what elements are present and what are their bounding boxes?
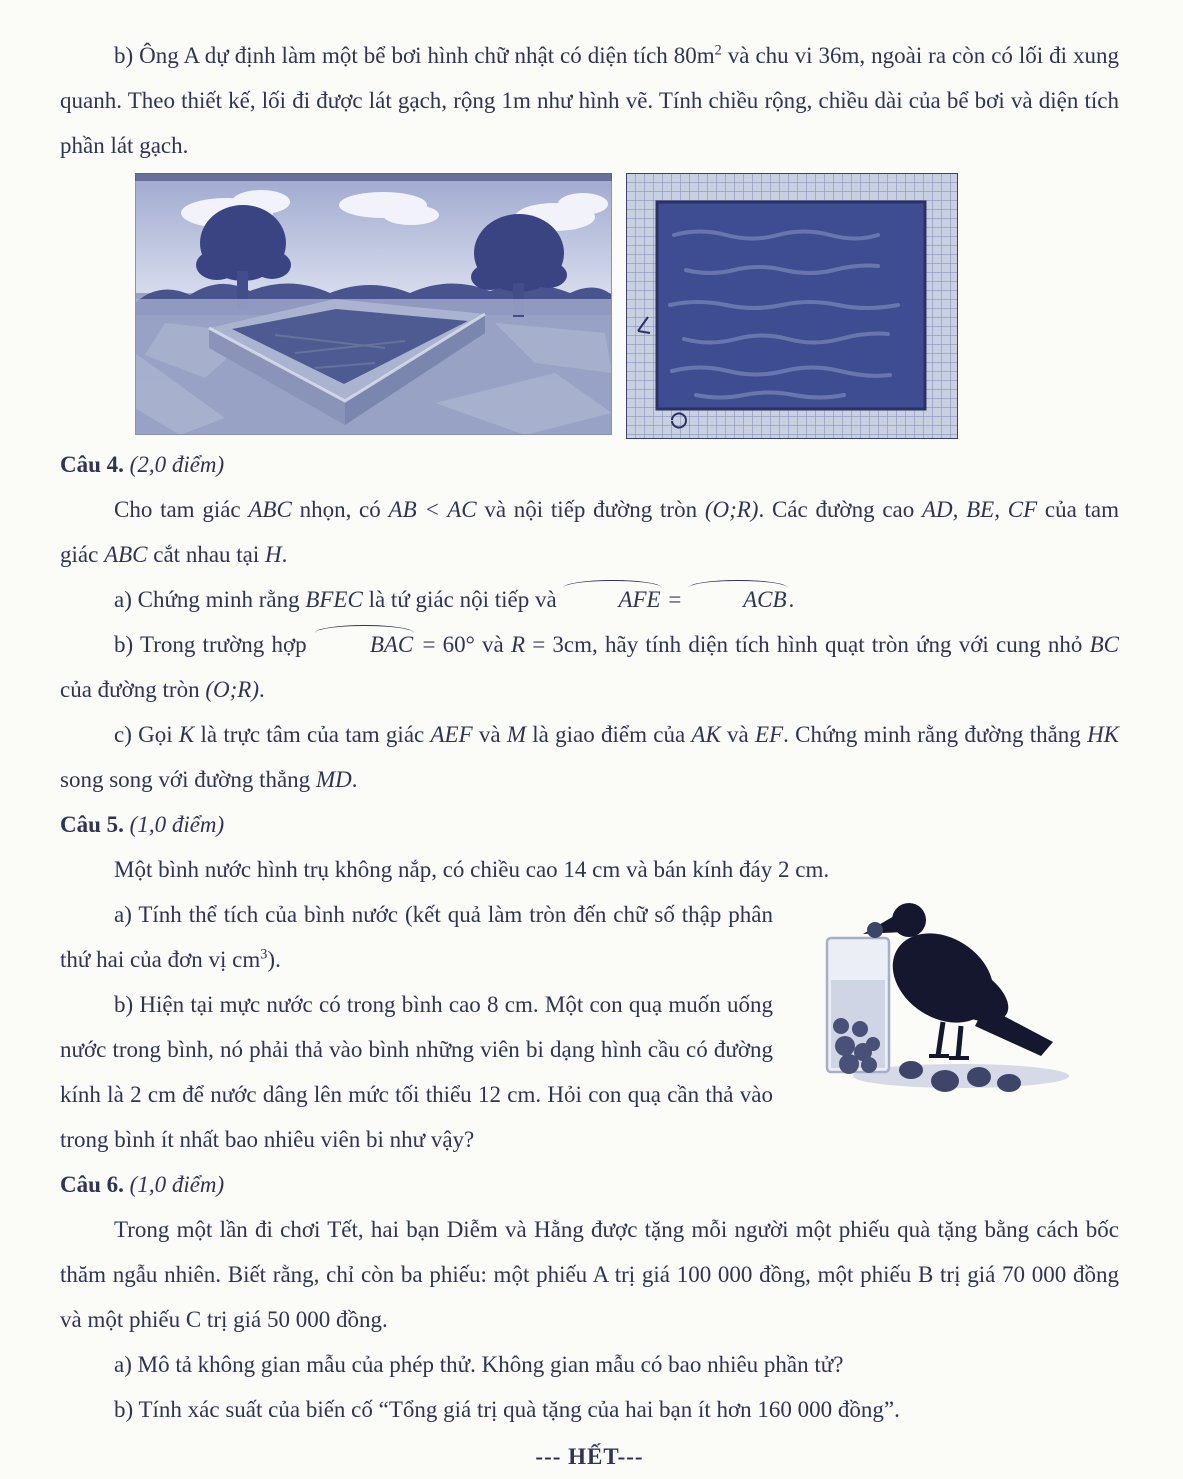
- cau6-intro: Trong một lần đi chơi Tết, hai bạn Diễm và Hằng được tặng mỗi người một phiếu quà tặng bằng cách bốc thăm ngẫu nhiên. Biết rằng, chỉ còn ba phiếu: một phiếu A trị giá 100 000 đồng, một phiếu B trị giá 70 000 đồng và một phiếu C trị giá 50 000 đồng.: [60, 1217, 1119, 1332]
- figures-row: [135, 173, 1119, 439]
- cau4-item-a: a) Chứng minh rằng BFEC là tứ giác nội tiếp và AFE = ACB.: [60, 577, 1119, 622]
- pool-scene-figure: [135, 173, 612, 435]
- question-3b-text: b) Ông A dự định làm một bể bơi hình chữ nhật có diện tích $80m^2$ và chu vi 36m, ngoài ra còn có lối đi xung quanh. Theo thiết kế, lối đi được lát gạch, rộng 1m như hình vẽ. Tính chiều rộng, chiều dài của bể bơi và diện tích phần lát gạch.: [60, 42, 1119, 158]
- pool-illustration: [135, 173, 612, 435]
- crow-figure: [789, 894, 1119, 1146]
- cau6-points: (1,0 điểm): [129, 1172, 225, 1197]
- crow-illustration: [803, 894, 1119, 1100]
- cau5-item-b: b) Hiện tại mực nước có trong bình cao 8 cm. Một con quạ muốn uống nước trong bình, nó phải thả vào bình những viên bi dạng hình cầu có đường kính là 2 cm để nước dâng lên mức tối thiểu 12 cm. Hỏi con quạ cần thả vào trong bình ít nhất bao nhiêu viên bi như vậy?: [60, 992, 773, 1152]
- cau4-label: Câu 4.: [60, 452, 124, 477]
- cau5-label: Câu 5.: [60, 812, 124, 837]
- pool-top-view-figure: [626, 173, 958, 439]
- cau4-intro: Cho tam giác ABC nhọn, có AB < AC và nội tiếp đường tròn (O;R). Các đường cao AD, BE, CF của tam giác ABC cắt nhau tại H.: [60, 497, 1120, 567]
- cau6-heading: [60, 1162, 1119, 1207]
- end-marker: --- HẾT---: [535, 1444, 644, 1469]
- cau5-item-a: a) Tính thể tích của bình nước (kết quả làm tròn đến chữ số thập phân thứ hai của đơn vị $cm^3$).: [60, 902, 773, 972]
- cau4-heading: [60, 442, 1119, 487]
- cau5-intro: Một bình nước hình trụ không nắp, có chiều cao 14 cm và bán kính đáy 2 cm.: [114, 857, 830, 882]
- cau6-item-a: a) Mô tả không gian mẫu của phép thử. Không gian mẫu có bao nhiêu phần tử?: [114, 1352, 844, 1377]
- cau4-item-b: b) Trong trường hợp BAC = 60° và R = 3cm, hãy tính diện tích hình quạt tròn ứng với cung nhỏ BC của đường tròn (O;R).: [60, 622, 1119, 712]
- cau4-points: (2,0 điểm): [129, 452, 225, 477]
- cau6-item-b: b) Tính xác suất của biến cố “Tổng giá trị quà tặng của hai bạn ít hơn 160 000 đồng”.: [114, 1397, 900, 1422]
- pool-top-view-illustration: [626, 173, 958, 439]
- cau5-heading: [60, 802, 1119, 847]
- cau4-item-c: c) Gọi K là trực tâm của tam giác AEF và M là giao điểm của AK và EF. Chứng minh rằng đường thẳng HK song song với đường thẳng MD.: [60, 722, 1120, 792]
- cau5-points: (1,0 điểm): [129, 812, 225, 837]
- cau6-label: Câu 6.: [60, 1172, 124, 1197]
